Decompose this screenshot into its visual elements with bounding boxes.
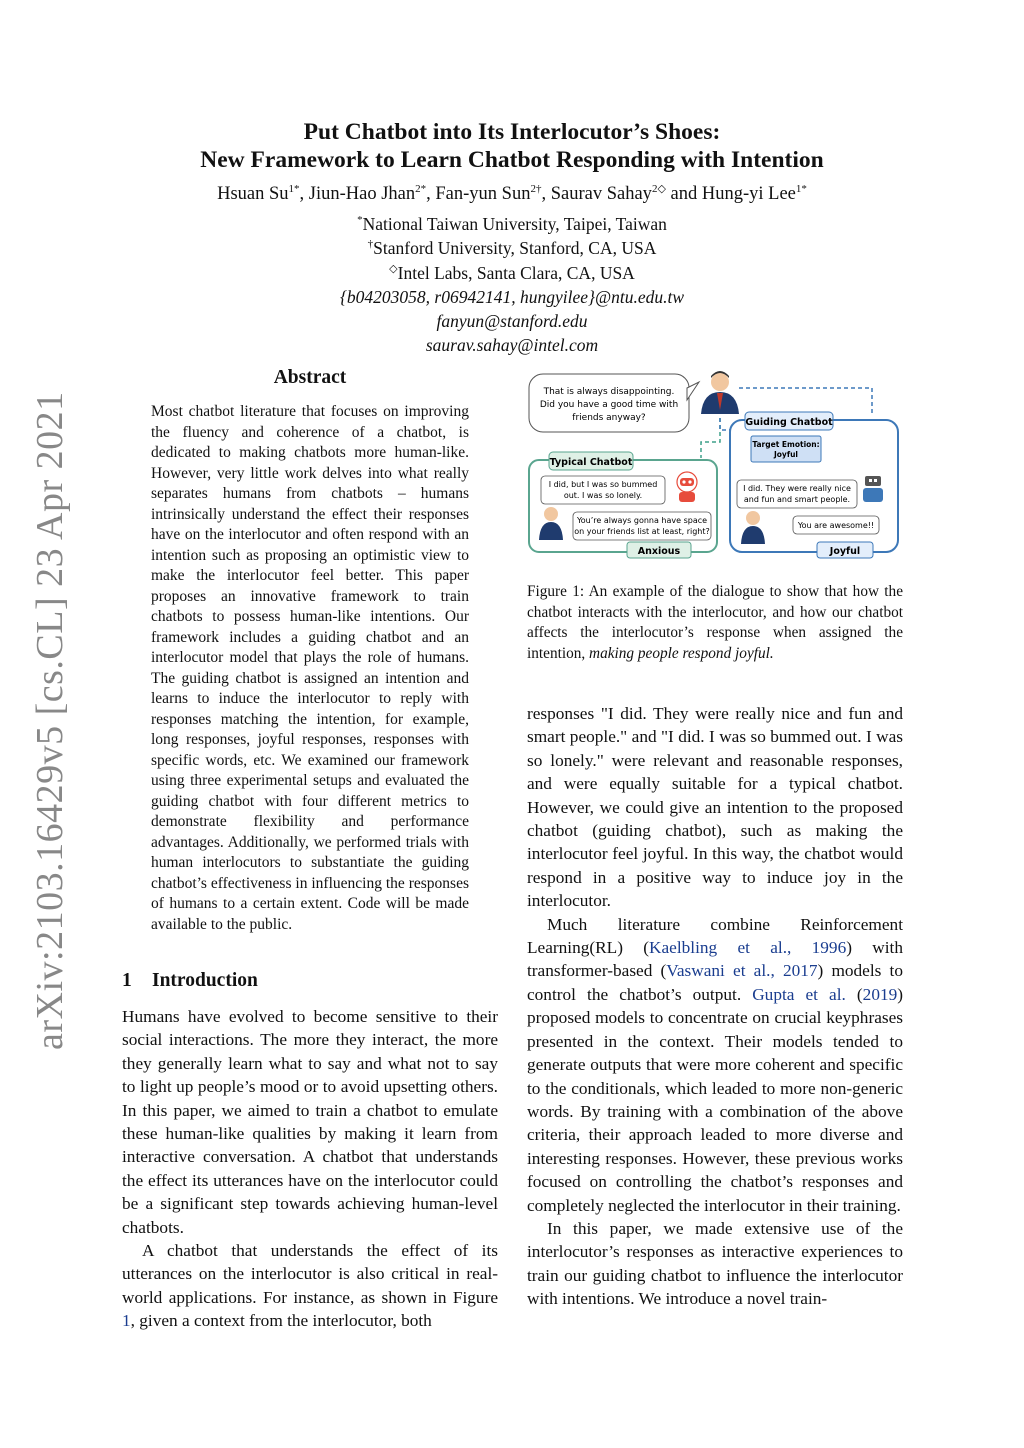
author-separator: , [299,184,309,205]
paragraph: Humans have evolved to become sensitive to their social interactions. The more they interact, the more they generally learn what to say and what not to say to light up people’s mood or to avoid upsetting others. In this paper, we aimed to train a chatbot to emulate these human-like qualities by making it learn from interactive conversation. A chatbot that understands the effect its utterances have on the interlocutor could be a significant step towards achieving human-level chatbots. [122,1007,498,1237]
dialogue-line: and fun and smart people. [743,495,851,504]
section-heading [122,970,258,992]
paragraph [527,913,903,1217]
author-mark: 2† [530,183,542,195]
typical-chatbot-panel [529,452,717,558]
robot-icon [677,472,697,502]
dialogue-line: You are awesome!! [797,521,875,530]
author-mark: 1* [288,183,300,195]
caption-text: Figure 1: An example of the dialogue to show that how the chatbot interacts with the interlocutor, and how our chatbot affects the interlocutor’s response when assigned the intention, [527,583,903,662]
affiliation-mark: † [367,238,374,251]
abstract-heading: Abstract [273,367,347,388]
context-line: friends anyway? [572,413,646,423]
guiding-emotion-label: Joyful [829,546,861,557]
dialogue-line: You’re always gonna have space [576,516,708,525]
title-line-2: New Framework to Learn Chatbot Responding with Intention [200,147,824,173]
affiliation-mark: ◇ [389,263,398,275]
guiding-chatbot-label: Guiding Chatbot [745,417,833,428]
author-name: Jiun-Hao Jhan [308,184,416,205]
paragraph-text: ) proposed models to concentrate on crucial keyphrases presented in the context. Their models tended to generate outputs that were more coherent and specific to the conditionals, which leaded to more non-generic words. By training with a combination of the above criteria, their approach leaded to more diverse and interesting responses. However, these previous works focused on controlling the chatbot’s responses and completely neglected the interlocutor in their training. [527,984,903,1215]
abstract-body: Most chatbot literature that focuses on improving the fluency and coherence of a chatbot, is dedicated to making chatbots more human-like. However, very little work delves into what really separates humans from chatbots – humans intrinsically understand the effect their responses have on the interlocutor and often respond with an intention such as proposing an optimistic view to make the interlocutor feel better. This paper proposes an innovative framework to train chatbots to possess human-like intentions. Our framework includes a guiding chatbot and an interlocutor model that plays the role of humans. The guiding chatbot is assigned an intention and learns to induce the interlocutor to reply with responses matching the intention, for example, long responses, joyful responses, responses with specific words, etc. We examined our framework using three experimental setups and evaluated the guiding chatbot with four different metrics to demonstrate flexibility and performance advantages. Additionally, we performed trials with human interlocutors to substantiate the guiding chatbot’s effectiveness in influencing the responses of humans to a certain extent. Code will be made available to the public. [151,403,469,933]
guiding-chatbot-panel [730,412,898,558]
dialogue-line: I did. They were really nice [743,484,851,493]
robot-icon [863,476,883,502]
author-separator: , [426,184,436,205]
dialogue-line: out. I was so lonely. [563,491,643,500]
email-line: fanyun@stanford.edu [436,311,588,331]
author-list [140,182,884,205]
context-speech-bubble [529,374,699,432]
author-mark: 2* [415,183,427,195]
citation-link[interactable]: Gupta et al. [752,984,846,1004]
email-line: {b04203058, r06942141, hungyilee}@ntu.edu.tw [339,287,685,307]
dialogue-line: on your friends list at least, right? [574,527,710,536]
email-line: saurav.sahay@intel.com [425,335,599,355]
affiliation-text: Stanford University, Stanford, CA, USA [373,238,657,258]
paragraph-text: ) with transformer-based ( [527,938,903,981]
paper-title [140,118,884,174]
author-mark: 2◇ [651,183,666,195]
affiliation-mark: * [357,214,363,227]
typical-chatbot-label: Typical Chatbot [549,457,633,468]
author-name: Saurav Sahay [550,184,652,205]
author-name: Hung-yi Lee [701,184,796,205]
paragraph-text: ( [845,984,863,1004]
paragraph: In this paper, we made extensive use of the interlocutor’s responses as interactive experiences to train our guiding chatbot to influence the interlocutor with intentions. We introduce a novel train- [527,1218,903,1309]
author-name: Hsuan Su [217,184,289,205]
right-column-text [527,702,903,1311]
context-line: That is always disappointing. [543,387,675,397]
citation-link[interactable]: 2019 [862,984,898,1004]
dialogue-line: I did, but I was so bummed [548,480,658,489]
author-name: Fan-yun Sun [435,184,531,205]
typical-emotion-label: Anxious [637,546,681,557]
section-title: Introduction [152,970,258,991]
affiliation [140,238,884,259]
author-mark: 1* [795,183,807,195]
target-emotion-line: Target Emotion: [752,440,820,449]
arxiv-side-stamp: arXiv:2103.16429v5 [cs.CL] 23 Apr 2021 [29,391,71,1050]
intro-text [122,1005,498,1333]
citation-link[interactable]: Vaswani et al., 2017 [666,961,818,981]
caption-emphasis: making people respond joyful. [589,644,774,662]
author-separator: , [541,184,551,205]
author-separator: and [665,184,702,205]
paragraph-text: A chatbot that understands the effect of its utterances on the interlocutor is also critical in real-world applications. For instance, as shown in Figure [122,1241,498,1307]
affiliation [140,214,884,235]
citation-link[interactable]: Kaelbling et al., 1996 [649,938,847,958]
affiliation [140,262,884,284]
paragraph: responses "I did. They were really nice and fun and smart people." and "I did. I was so bummed out. I was so lonely." were relevant and reasonable responses, and were equally suitable for a typical chatbot. However, we could give an intention to the proposed chatbot (guiding chatbot), such as making the interlocutor feel joyful. In this way, the chatbot would respond in a positive way to induce joy in the interlocutor. [527,704,903,911]
section-number: 1 [122,970,132,991]
affiliation-text: Intel Labs, Santa Clara, CA, USA [397,262,635,283]
paragraph-text: ) models to control the chatbot’s output. [527,961,903,1004]
figure-reference-link[interactable]: 1 [122,1311,131,1331]
figure-1-diagram [527,368,903,568]
figure-caption [527,582,903,664]
paragraph-text: Much literature combine Reinforcement Learning(RL) ( [527,914,903,958]
target-emotion-line: Joyful [773,450,799,459]
paragraph-text: , given a context from the interlocutor, both [130,1311,432,1331]
paragraph [122,1239,498,1333]
title-line-1: Put Chatbot into Its Interlocutor’s Shoes: [303,119,721,145]
interlocutor-person-icon [701,371,739,414]
context-line: Did you have a good time with [539,400,679,410]
affiliation-text: National Taiwan University, Taipei, Taiwan [362,214,667,234]
